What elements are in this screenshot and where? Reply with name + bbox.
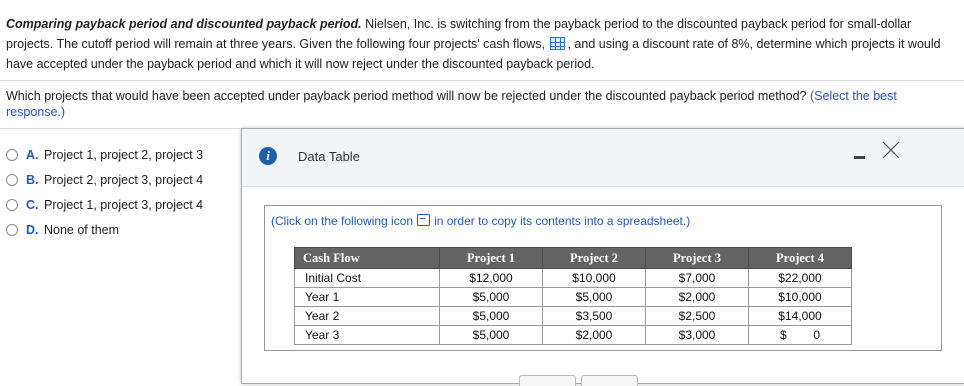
divider [0,80,964,81]
prompt [6,88,954,120]
choice-letter: B. [26,172,39,187]
table-row [295,326,852,345]
answer-choices [6,142,203,242]
radio-button[interactable] [6,199,18,211]
column-header: Project 4 [749,248,852,269]
table-row [295,269,852,288]
dialog-button[interactable] [519,375,576,386]
choice-c[interactable] [6,192,203,217]
copy-note [271,214,690,228]
row-label: Year 2 [295,307,440,326]
row-label: Initial Cost [295,269,440,288]
copy-note-before: (Click on the following icon [271,214,414,228]
dialog-header[interactable] [242,129,964,187]
close-icon[interactable] [880,139,902,161]
table-cell: $2,000 [543,326,646,345]
dialog-title: Data Table [298,149,360,164]
radio-button[interactable] [6,149,18,161]
question-body-part2: , and using a discount rate of 8%, determine which projects it would have accepted under the payback period and which it will now reject under the discounted payback period. [6,37,941,71]
table-row [295,288,852,307]
cash-flow-table [294,247,852,345]
choice-b[interactable] [6,167,203,192]
table-cell: $10,000 [749,288,852,307]
radio-button[interactable] [6,174,18,186]
choice-label: Project 1, project 2, project 3 [44,147,204,162]
table-row [295,307,852,326]
table-cell: $5,000 [440,326,543,345]
question-text [6,14,954,74]
table-cell: $12,000 [440,269,543,288]
table-cell: $22,000 [749,269,852,288]
question-title: Comparing payback period and discounted payback period. [6,17,362,31]
choice-a[interactable] [6,142,203,167]
column-header: Cash Flow [295,248,440,269]
choice-label: Project 2, project 3, project 4 [44,172,204,187]
choice-letter: D. [26,222,39,237]
table-cell: $3,000 [646,326,749,345]
table-cell: $5,000 [440,288,543,307]
table-header-row [295,248,852,269]
radio-button[interactable] [6,224,18,236]
table-cell: $ 0 [749,326,852,345]
table-cell: $7,000 [646,269,749,288]
prompt-text: Which projects that would have been accepted under payback period method will now be rejected under the discounted payback period method? [6,89,810,103]
minimize-icon[interactable] [854,156,865,159]
table-cell: $5,000 [440,307,543,326]
table-cell: $14,000 [749,307,852,326]
divider [0,128,241,129]
dialog-button[interactable] [581,375,638,386]
copy-note-after: in order to copy its contents into a spreadsheet.) [434,214,691,228]
table-cell: $5,000 [543,288,646,307]
spreadsheet-icon[interactable] [550,37,565,50]
table-cell: $2,500 [646,307,749,326]
table-cell: $2,000 [646,288,749,307]
table-panel [264,205,942,351]
question-body-part1: Nielsen, Inc. is switching from the payback period to the discounted payback period for small-dollar projects. The cutoff period will remain at three years. Given the following four projects' cash flows, [6,17,912,51]
prompt-hint: (Select the best response.) [6,89,897,119]
data-table-dialog [241,128,964,384]
table-cell: $10,000 [543,269,646,288]
column-header: Project 2 [543,248,646,269]
choice-label: None of them [44,222,120,237]
choice-letter: C. [26,197,39,212]
choice-label: Project 1, project 3, project 4 [44,197,204,212]
row-label: Year 1 [295,288,440,307]
column-header: Project 3 [646,248,749,269]
column-header: Project 1 [440,248,543,269]
choice-letter: A. [26,147,39,162]
choice-d[interactable] [6,217,203,242]
copy-icon[interactable] [417,214,430,226]
table-cell: $3,500 [543,307,646,326]
info-icon: i [259,147,277,165]
row-label: Year 3 [295,326,440,345]
